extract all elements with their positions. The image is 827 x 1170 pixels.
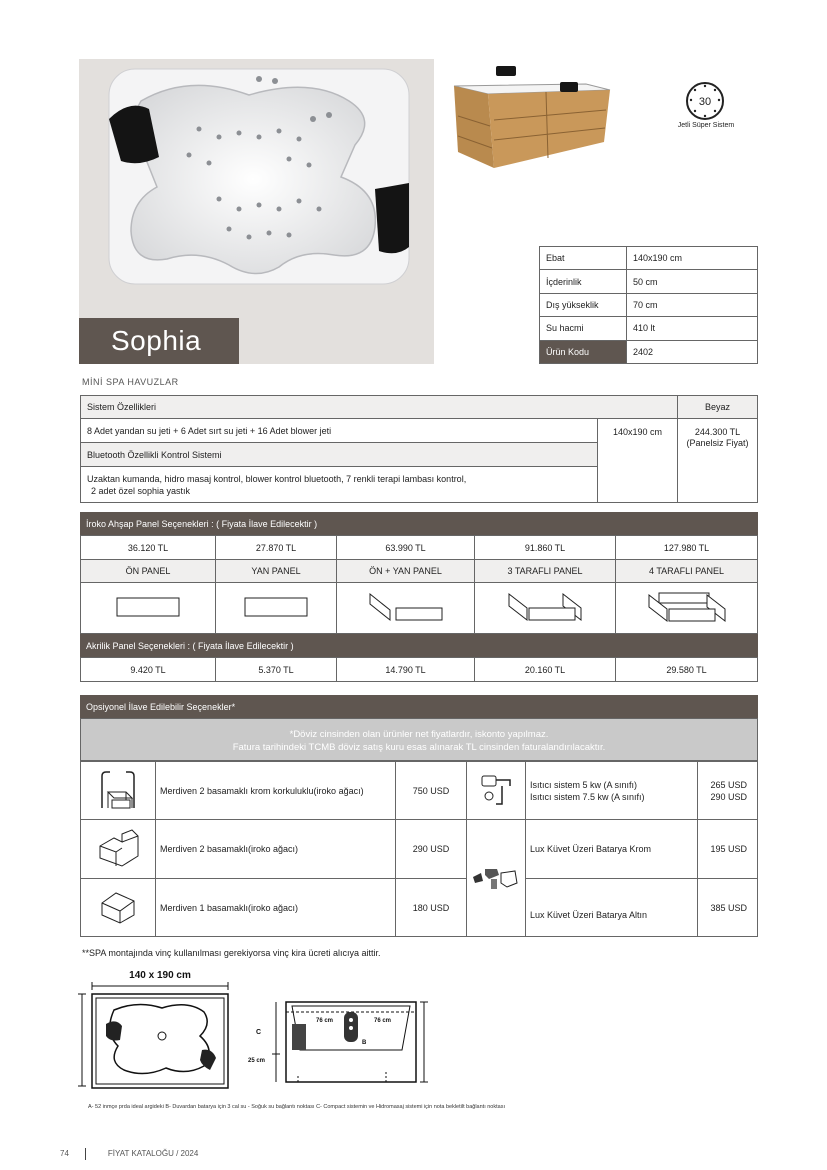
bathtub-wooden-panel-image — [448, 60, 613, 170]
iroko-price: 63.990 TL — [337, 536, 475, 560]
option-price: 265 USD — [710, 779, 747, 790]
system-features-table — [80, 395, 758, 503]
one-step-ladder-icon — [98, 889, 138, 925]
page-number: 74 — [60, 1149, 69, 1159]
option-price: 180 USD — [396, 879, 467, 937]
heater-names-cell — [526, 762, 698, 820]
panel-label: 4 TARAFLI PANEL — [616, 560, 758, 583]
spec-key: Dış yükseklik — [540, 293, 627, 316]
dimension-label: 76 cm — [316, 1018, 334, 1024]
color-header-label: Beyaz — [678, 396, 758, 419]
panel-label: ÖN PANEL — [81, 560, 216, 583]
spec-value: 50 cm — [627, 270, 758, 293]
size-cell: 140x190 cm — [598, 419, 678, 503]
side-panel-diagram — [216, 583, 337, 634]
four-side-panel-diagram — [616, 583, 758, 634]
akrilik-panel-table — [80, 657, 758, 682]
option-row — [81, 820, 758, 879]
two-step-icon-cell — [81, 820, 156, 879]
dimension-label: 25 cm — [248, 1058, 266, 1064]
product-name: Sophia — [111, 325, 202, 356]
product-title-bar — [79, 318, 239, 364]
heater-icon — [476, 772, 516, 808]
features-cell — [81, 467, 598, 503]
ladder-rail-icon-cell — [81, 762, 156, 820]
system-header-label: Sistem Özellikleri — [81, 396, 678, 419]
akrilik-panel-title: Akrilik Panel Seçenekleri : ( Fiyata İlave Edilecektir ) — [86, 640, 294, 651]
option-row — [81, 762, 758, 820]
iroko-price: 36.120 TL — [81, 536, 216, 560]
option-name: Merdiven 1 basamaklı(iroko ağacı) — [156, 879, 396, 937]
top-view-technical-drawing — [78, 966, 238, 1092]
spec-row — [540, 270, 758, 293]
option-name: Isıtıcı sistem 5 kw (A sınıfı) — [530, 779, 638, 790]
system-header-row — [81, 396, 758, 419]
drawing-point-label: C — [256, 1029, 262, 1036]
option-price: 290 USD — [396, 820, 467, 879]
two-step-ladder-icon — [96, 828, 140, 868]
panel-label: 3 TARAFLI PANEL — [475, 560, 616, 583]
akrilik-price: 14.790 TL — [337, 658, 475, 682]
ladder-with-rail-icon — [96, 770, 140, 810]
faucet-icon — [471, 863, 521, 891]
faucet-icon-cell — [467, 820, 526, 937]
options-title-bar — [80, 695, 758, 718]
crane-footnote: **SPA montajında vinç kullanılması gerekiyorsa vinç kira ücreti alıcıya aittir. — [82, 948, 381, 958]
catalog-name: FİYAT KATALOĞU / 2024 — [107, 1149, 199, 1159]
akrilik-panel-title-bar — [80, 634, 758, 657]
system-row — [81, 419, 758, 443]
spec-value: 410 lt — [627, 317, 758, 340]
footer-separator — [85, 1148, 86, 1160]
spec-key: Su hacmi — [540, 317, 627, 340]
option-name: Merdiven 2 basamaklı krom korkuluklu(iroko ağacı) — [156, 762, 396, 820]
features-line: 2 adet özel sophia yastık — [91, 485, 191, 496]
option-price: 290 USD — [710, 791, 747, 802]
spec-row-product-code — [540, 340, 758, 363]
section-title: MİNİ SPA HAVUZLAR — [82, 377, 179, 387]
option-name: Isıtıcı sistem 7.5 kw (A sınıfı) — [530, 791, 645, 802]
option-price: 750 USD — [396, 762, 467, 820]
akrilik-price: 20.160 TL — [475, 658, 616, 682]
iroko-panel-title: İroko Ahşap Panel Seçenekleri : ( Fiyata İlave Edilecektir ) — [86, 518, 318, 529]
page-footer — [60, 1148, 198, 1160]
akrilik-price-row — [81, 658, 758, 682]
option-name: Lux Küvet Üzeri Batarya Krom — [526, 820, 698, 879]
spec-row — [540, 247, 758, 270]
option-name: Lux Küvet Üzeri Batarya Altın — [526, 879, 698, 937]
drawing-size-label: 140 x 190 cm — [129, 970, 191, 981]
panel-label: ÖN + YAN PANEL — [337, 560, 475, 583]
iroko-price-row — [81, 536, 758, 560]
currency-notice — [80, 718, 758, 761]
spec-value: 70 cm — [627, 293, 758, 316]
akrilik-price: 5.370 TL — [216, 658, 337, 682]
iroko-price: 127.980 TL — [616, 536, 758, 560]
side-view-technical-drawing — [246, 994, 436, 1086]
spec-row — [540, 293, 758, 316]
panel-label: YAN PANEL — [216, 560, 337, 583]
drawing-point-label: B — [362, 1040, 367, 1046]
notice-line: *Döviz cinsinden olan ürünler net fiyatlardır, iskonto yapılmaz. — [289, 729, 549, 740]
heater-prices-cell — [698, 762, 758, 820]
jets-text: 8 Adet yandan su jeti + 6 Adet sırt su jeti + 16 Adet blower jeti — [81, 419, 598, 443]
price-note: (Panelsiz Fiyat) — [686, 438, 749, 448]
heater-icon-cell — [467, 762, 526, 820]
option-price: 385 USD — [698, 879, 758, 937]
spec-row — [540, 317, 758, 340]
option-price: 195 USD — [698, 820, 758, 879]
iroko-panel-table — [80, 535, 758, 634]
iroko-price: 91.860 TL — [475, 536, 616, 560]
spec-key: Ürün Kodu — [540, 340, 627, 363]
option-name: Merdiven 2 basamaklı(iroko ağacı) — [156, 820, 396, 879]
panel-label-row — [81, 560, 758, 583]
jet-system-badge-icon — [684, 81, 726, 121]
front-panel-diagram — [81, 583, 216, 634]
specs-table — [539, 246, 758, 364]
front-side-panel-diagram — [337, 583, 475, 634]
akrilik-price: 29.580 TL — [616, 658, 758, 682]
spec-key: Ebat — [540, 247, 627, 270]
panel-diagram-row — [81, 583, 758, 634]
options-title: Opsiyonel İlave Edilebilir Seçenekler* — [86, 701, 236, 712]
option-row — [81, 879, 758, 937]
features-line: Uzaktan kumanda, hidro masaj kontrol, blower kontrol bluetooth, 7 renkli terapi lambası kontrol, — [87, 473, 467, 484]
akrilik-price: 9.420 TL — [81, 658, 216, 682]
base-price: 244.300 TL — [694, 427, 741, 437]
dimension-label: 76 cm — [374, 1018, 392, 1024]
iroko-panel-title-bar — [80, 512, 758, 535]
spec-value: 2402 — [627, 340, 758, 363]
spec-value: 140x190 cm — [627, 247, 758, 270]
three-side-panel-diagram — [475, 583, 616, 634]
jet-badge-number: 30 — [698, 96, 712, 108]
price-cell — [678, 419, 758, 503]
spec-key: İçderinlik — [540, 270, 627, 293]
bluetooth-text: Bluetooth Özellikli Kontrol Sistemi — [81, 443, 598, 467]
options-table — [80, 761, 758, 937]
iroko-price: 27.870 TL — [216, 536, 337, 560]
drawing-legend: A- 52 inmçe prda ideal argideki B- Duvardan batarya için 3 cal su - Soğuk su bağlantı noktası C- Compact sistemin ve Hidromasaj sistemi için nota bekletilt bağlantı noktası — [88, 1104, 505, 1110]
one-step-icon-cell — [81, 879, 156, 937]
notice-line: Fatura tarihindeki TCMB döviz satış kuru esas alınarak TL cinsinden faturalandırılacaktır. — [232, 742, 606, 753]
jet-system-label: Jetli Süper Sistem — [677, 122, 735, 129]
